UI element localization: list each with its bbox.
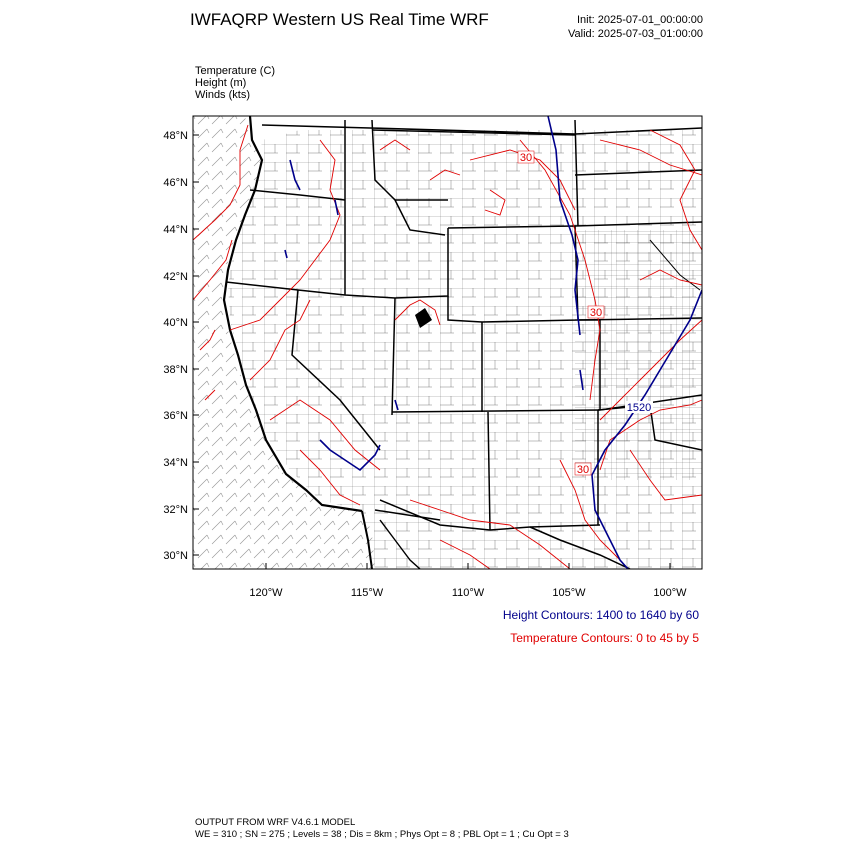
lat-label: 42°N — [163, 271, 188, 283]
lat-label: 44°N — [163, 224, 188, 236]
lon-label: 105°W — [552, 587, 586, 599]
temp-label-30: 30 — [519, 152, 533, 164]
init-time: Init: 2025-07-01_00:00:00 — [577, 14, 703, 26]
valid-time: Valid: 2025-07-03_01:00:00 — [568, 28, 703, 40]
lat-label: 34°N — [163, 457, 188, 469]
map-title: IWFAQRP Western US Real Time WRF — [190, 10, 489, 29]
county-lines-dense — [575, 230, 702, 480]
lat-label: 48°N — [163, 130, 188, 142]
lat-label: 40°N — [163, 317, 188, 329]
lat-label: 46°N — [163, 177, 188, 189]
field-height: Height (m) — [195, 77, 247, 89]
lat-label: 32°N — [163, 504, 188, 516]
model-version: OUTPUT FROM WRF V4.6.1 MODEL — [195, 817, 356, 828]
lat-label: 30°N — [163, 550, 188, 562]
lon-label: 120°W — [249, 587, 283, 599]
model-footer — [195, 817, 569, 841]
lat-labels — [163, 130, 188, 562]
lat-label: 38°N — [163, 364, 188, 376]
temp-label-30: 30 — [576, 464, 590, 476]
temp-label-30: 30 — [589, 307, 603, 319]
lon-label: 115°W — [350, 587, 384, 599]
temperature-contour-note: Temperature Contours: 0 to 45 by 5 — [510, 631, 699, 645]
lon-labels — [249, 587, 687, 599]
height-label-1520: 1520 — [626, 402, 652, 414]
height-contour-note: Height Contours: 1400 to 1640 by 60 — [502, 608, 699, 622]
lon-label: 100°W — [653, 587, 687, 599]
field-winds: Winds (kts) — [195, 89, 250, 101]
lon-label: 110°W — [451, 587, 485, 599]
map-body — [193, 116, 702, 569]
field-temperature: Temperature (C) — [195, 65, 276, 77]
lat-label: 36°N — [163, 410, 188, 422]
model-config: WE = 310 ; SN = 275 ; Levels = 38 ; Dis = 8km ; Phys Opt = 8 ; PBL Opt = 1 ; Cu Opt = 3 — [195, 829, 569, 840]
